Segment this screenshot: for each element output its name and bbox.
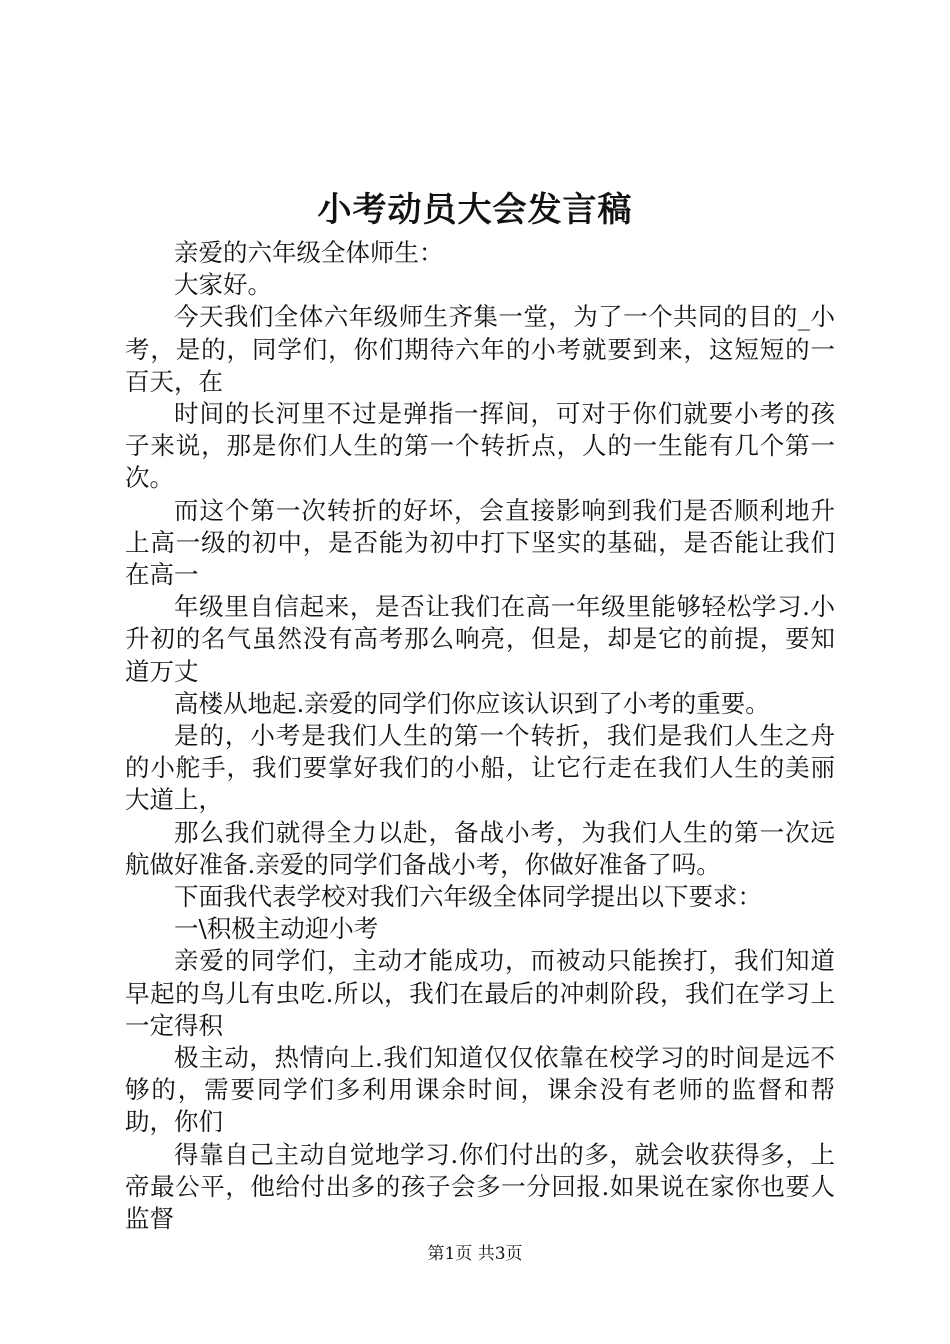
paragraph: 今天我们全体六年级师生齐集一堂，为了一个共同的目的_小考，是的，同学们，你们期待六年的小考就要到来，这短短的一百天，在 — [125, 302, 835, 396]
paragraph: 亲爱的同学们，主动才能成功，而被动只能挨打，我们知道早起的鸟儿有虫吃.所以，我们在最后的冲刺阶段，我们在学习上一定得积 — [125, 946, 835, 1040]
paragraph: 是的，小考是我们人生的第一个转折，我们是我们人生之舟的小舵手，我们要掌好我们的小船，让它行走在我们人生的美丽大道上， — [125, 721, 835, 815]
paragraph-hello: 大家好。 — [174, 270, 272, 300]
page-footer: 第1页 共3页 — [427, 1244, 523, 1264]
document-title: 小考动员大会发言稿 — [317, 190, 633, 230]
paragraph: 而这个第一次转折的好坏，会直接影响到我们是否顺利地升上高一级的初中，是否能为初中打下坚实的基础，是否能让我们在高一 — [125, 495, 835, 590]
paragraph: 那么我们就得全力以赴，备战小考，为我们人生的第一次远航做好准备.亲爱的同学们备战小考，你做好准备了吗。 — [125, 817, 835, 879]
paragraph: 极主动，热情向上.我们知道仅仅依靠在校学习的时间是远不够的，需要同学们多利用课余时间，课余没有老师的监督和帮助，你们 — [125, 1043, 835, 1137]
paragraph: 高楼从地起.亲爱的同学们你应该认识到了小考的重要。 — [174, 688, 770, 718]
paragraph: 年级里自信起来，是否让我们在高一年级里能够轻松学习.小升初的名气虽然没有高考那么响亮，但是，却是它的前提，要知道万丈 — [125, 592, 835, 686]
paragraph: 时间的长河里不过是弹指一挥间，可对于你们就要小考的孩子来说，那是你们人生的第一个转折点，人的一生能有几个第一次。 — [125, 399, 835, 493]
paragraph-greeting: 亲爱的六年级全体师生： — [174, 238, 444, 267]
section-heading: 一\积极主动迎小考 — [174, 914, 379, 944]
paragraph: 得靠自己主动自觉地学习.你们付出的多，就会收获得多，上帝最公平，他给付出多的孩子会多一分回报.如果说在家你也要人监督 — [125, 1139, 835, 1234]
document-body — [125, 237, 835, 1235]
paragraph: 下面我代表学校对我们六年级全体同学提出以下要求： — [174, 882, 762, 912]
